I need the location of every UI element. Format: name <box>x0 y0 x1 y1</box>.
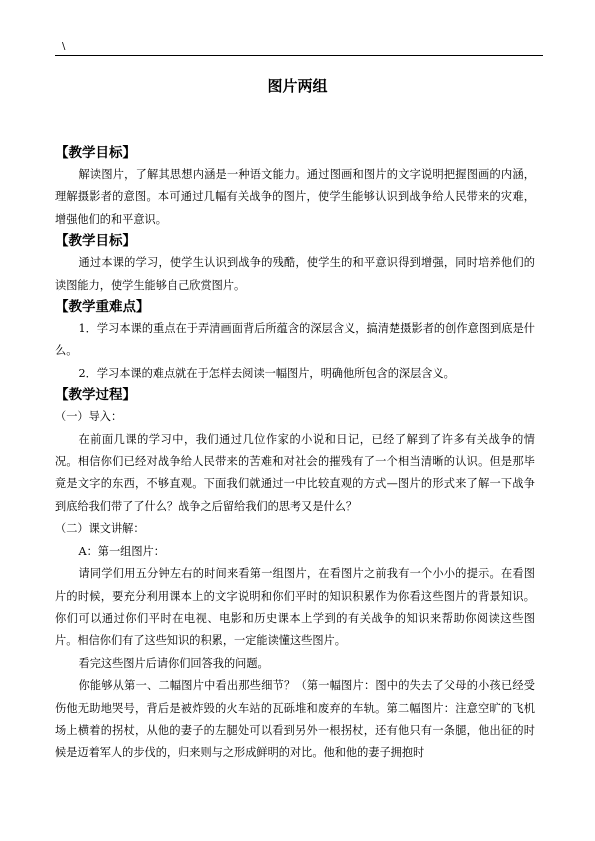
header-rule <box>55 55 543 56</box>
paragraph-goal2: 通过本课的学习，使学生认识到战争的残酷，使学生的和平意识得到增强，同时培养他们的读图能力，使学生能够自己欣赏图片。 <box>55 256 535 292</box>
section-heading-goal1: 【教学目标】 <box>55 145 136 161</box>
keypoint-item: 2．学习本课的难点就在于怎样去阅读一幅图片，明确他所包含的深层含义。 <box>78 366 455 380</box>
document-title: 图片两组 <box>267 77 328 95</box>
header-mark: \ <box>62 41 66 52</box>
document-body <box>55 143 535 765</box>
paragraph-group1-question: 看完这些图片后请你们回答我的问题。 <box>78 656 269 670</box>
section-heading-process: 【教学过程】 <box>55 387 136 404</box>
group-label: A：第一组图片： <box>78 544 165 558</box>
paragraph-goal1: 解读图片，了解其思想内涵是一种语文能力。通过图画和图片的文字说明把握图画的内涵，理解摄影者的意图。本可通过几幅有关战争的图片，使学生能够认识到战争给人民带来的灾难，增强他们的和平意识。 <box>55 168 535 226</box>
intro-label: （一）导入： <box>55 410 123 424</box>
keypoint-item: 1．学习本课的重点在于弄清画面背后所蕴含的深层含义，搞清楚摄影者的创作意图到底是什么。 <box>55 322 535 358</box>
paragraph-intro: 在前面几课的学习中，我们通过几位作家的小说和日记，已经了解到了许多有关战争的情况。相信你们已经对战争给人民带来的苦难和对社会的摧残有了一个相当清晰的认识。但是那毕竟是文字的东西，不够直观。下面我们就通过一中比较直观的方式—图片的形式来了解一下战争到底给我们带了了什么？战争之后留给我们的思考又是什么？ <box>55 432 535 513</box>
paragraph-group1-instructions: 请同学们用五分钟左右的时间来看第一组图片，在看图片之前我有一个小小的提示。在看图片的时候，要充分利用课本上的文字说明和你们平时的知识积累作为你看这些图片的背景知识。你们可以通过你们平时在电视、电影和历史课本上学到的有关战争的知识来帮助你阅读这些图片。相信你们有了这些知识的积累，一定能读懂这些图片。 <box>55 567 535 648</box>
section-heading-goal2: 【教学目标】 <box>55 233 136 250</box>
paragraph-group1-details: 你能够从第一、二幅图片中看出那些细节？（第一幅图片：图中的失去了父母的小孩已经受伤他无助地哭号，背后是被炸毁的火车站的瓦砾堆和废弃的车轨。第二幅图片：注意空旷的飞机场上横着的拐杖，从他的妻子的左腿处可以看到另外一根拐杖，还有他只有一条腿，他出征的时候是迈着军人的步伐的，归来则与之形成鲜明的对比。他和他的妻子拥抱时 <box>55 679 535 760</box>
section-heading-keypoints: 【教学重难点】 <box>55 299 150 316</box>
lecture-label: （二）课文讲解： <box>55 522 145 536</box>
